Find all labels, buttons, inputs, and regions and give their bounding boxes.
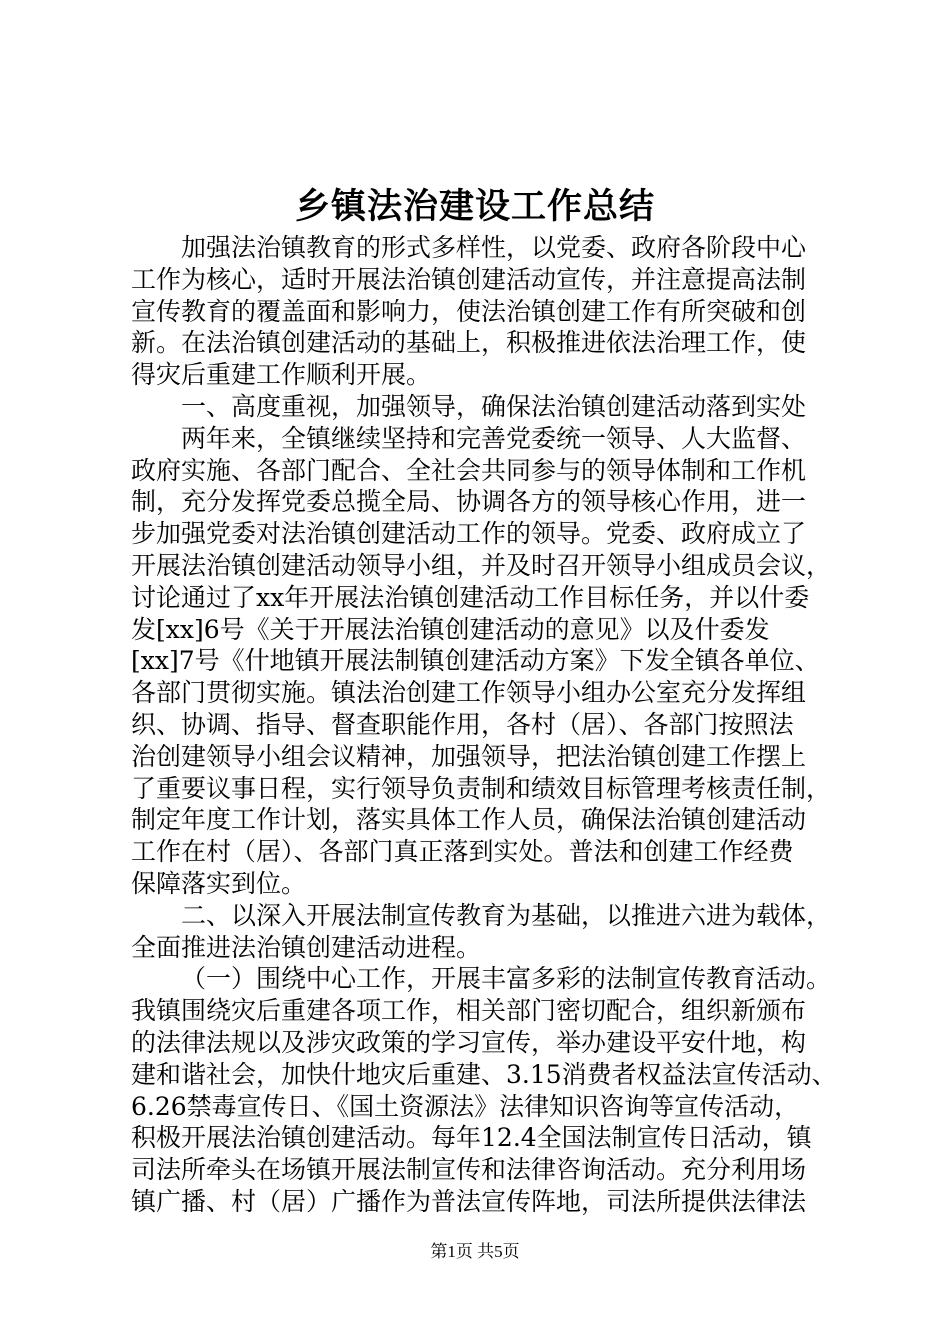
section-heading: 二、以深入开展法制宣传教育为基础，以推进六进为载体， xyxy=(181,900,832,930)
paragraph-line: 得灾后重建工作顺利开展。 xyxy=(131,360,432,390)
paragraph-line: 镇广播、村（居）广播作为普法宣传阵地，司法所提供法律法 xyxy=(131,1186,807,1216)
paragraph-line: 工作为核心，适时开展法治镇创建活动宣传，并注意提高法制 xyxy=(131,264,807,294)
paragraph-line: 宣传教育的覆盖面和影响力，使法治镇创建工作有所突破和创 xyxy=(131,296,807,326)
section-heading: 全面推进法治镇创建活动进程。 xyxy=(131,932,482,962)
paragraph-line: 各部门贯彻实施。镇法治创建工作领导小组办公室充分发挥组 xyxy=(131,678,807,708)
paragraph-line: 建和谐社会，加快什地灾后重建、3.15消费者权益法宣传活动、 xyxy=(131,1059,837,1089)
paragraph-line: 的法律法规以及涉灾政策的学习宣传，举办建设平安什地，构 xyxy=(131,1027,807,1057)
paragraph-line: 讨论通过了xx年开展法治镇创建活动工作目标任务，并以什委 xyxy=(131,582,810,612)
paragraph-line: 6.26禁毒宣传日、《国土资源法》法律知识咨询等宣传活动， xyxy=(131,1091,800,1121)
paragraph-line: 了重要议事日程，实行领导负责制和绩效目标管理考核责任制， xyxy=(131,773,832,803)
paragraph-line: 两年来，全镇继续坚持和完善党委统一领导、人大监督、 xyxy=(181,423,807,453)
paragraph-line: 司法所牵头在场镇开展法制宣传和法律咨询活动。充分利用场 xyxy=(131,1155,807,1185)
paragraph-line: 我镇围绕灾后重建各项工作，相关部门密切配合，组织新颁布 xyxy=(131,996,807,1026)
paragraph-line: 保障落实到位。 xyxy=(131,868,307,898)
paragraph-line: 工作在村（居）、各部门真正落到实处。普法和创建工作经费 xyxy=(131,837,794,867)
paragraph-line: 政府实施、各部门配合、全社会共同参与的领导体制和工作机 xyxy=(131,455,807,485)
paragraph-line: 制，充分发挥党委总揽全局、协调各方的领导核心作用，进一 xyxy=(131,487,807,517)
paragraph-line: 加强法治镇教育的形式多样性，以党委、政府各阶段中心 xyxy=(181,233,807,262)
paragraph-line: [xx]7号《什地镇开展法制镇创建活动方案》下发全镇各单位、 xyxy=(131,646,820,676)
paragraph-line: 积极开展法治镇创建活动。每年12.4全国法制宣传日活动，镇 xyxy=(131,1123,812,1153)
paragraph-line: 治创建领导小组会议精神，加强领导，把法治镇创建工作摆上 xyxy=(131,741,807,771)
paragraph-line: 新。在法治镇创建活动的基础上，积极推进依法治理工作，使 xyxy=(131,328,807,358)
page-number: 第1页 共5页 xyxy=(430,1242,520,1261)
subsection-heading: （一）围绕中心工作，开展丰富多彩的法制宣传教育活动。 xyxy=(181,964,832,994)
document-body xyxy=(131,232,837,1218)
section-heading: 一、高度重视，加强领导，确保法治镇创建活动落到实处 xyxy=(181,391,807,421)
paragraph-line: 步加强党委对法治镇创建活动工作的领导。党委、政府成立了 xyxy=(131,519,807,549)
paragraph-line: 织、协调、指导、督查职能作用，各村（居）、各部门按照法 xyxy=(131,709,794,739)
paragraph-line: 制定年度工作计划，落实具体工作人员，确保法治镇创建活动 xyxy=(131,805,807,835)
paragraph-line: 发[xx]6号《关于开展法治镇创建活动的意见》以及什委发 xyxy=(131,614,770,644)
paragraph-line: 开展法治镇创建活动领导小组，并及时召开领导小组成员会议， xyxy=(131,550,832,580)
document-title: 乡镇法治建设工作总结 xyxy=(294,187,655,227)
